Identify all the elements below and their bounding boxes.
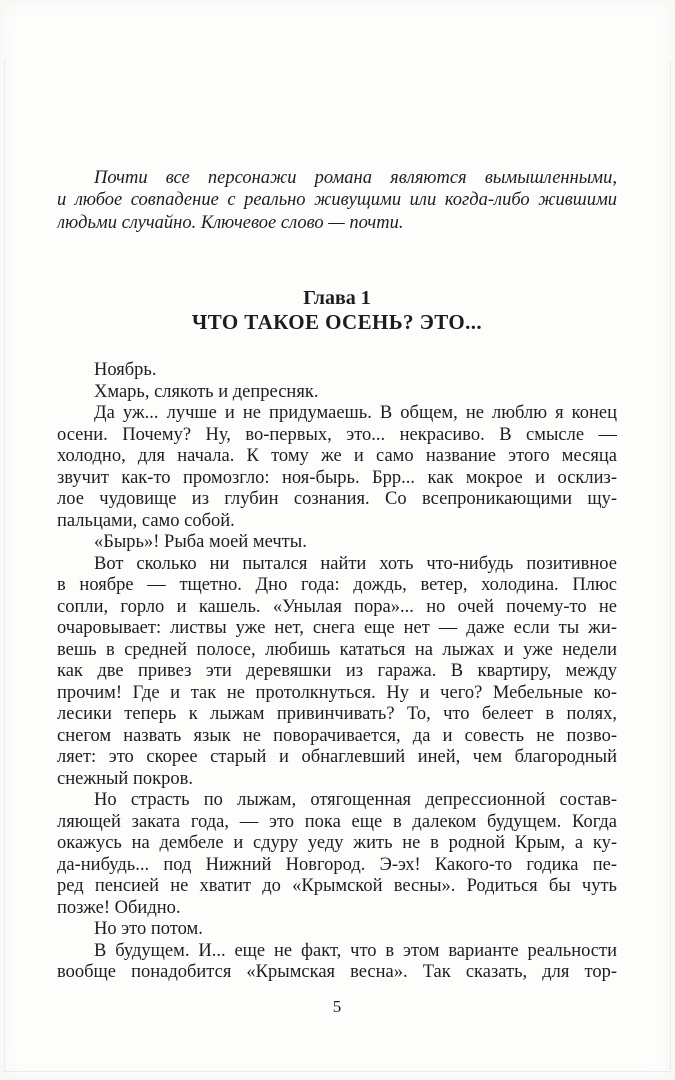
page-content [0,167,675,1017]
text-line: позже! Обидно. [57,897,181,918]
text-line: вообще понадобится «Крымская весна». Так сказать, для тор- [57,962,617,983]
paragraph [57,360,617,382]
text-line: Почти все персонажи романа являются вымышленными, [94,168,617,188]
chapter-title: ЧТО ТАКОЕ ОСЕНЬ? ЭТО... [191,310,483,335]
text-line: окажусь на дембеле и сдуру уеду жить не в родной Крым, а ку- [57,833,617,854]
scan-edge-bottom [4,1071,671,1072]
text-line: сопли, горло и кашель. «Унылая пора»... но очей почему-то не [57,596,617,617]
paragraph [57,532,617,554]
chapter-heading [57,287,617,334]
page-number: 5 [332,996,342,1016]
text-line: звучит как-то промозгло: ноя-бырь. Брр... как мокрое и осклиз- [57,467,617,488]
text-line: ляет: это скорее старый и обнаглевший иней, чем благородный [57,747,617,768]
text-line: Ноябрь. [94,360,157,381]
text-line: Но страсть по лыжам, отягощенная депрессионной состав- [94,790,617,811]
text-line: снежный покров. [57,768,193,789]
paragraph [57,941,617,984]
text-line: осени. Почему? Ну, во-первых, это... некрасиво. В смысле — [57,424,617,445]
text-line: снегом назвать язык не поворачивается, да и совесть не позво- [57,725,617,746]
text-line: лесики теперь к лыжам привинчивать? То, что белеет в полях, [57,704,617,725]
paragraph [57,554,617,791]
scan-edge-right [670,60,671,1070]
scan-edge-left [4,60,5,1070]
body-text [57,360,617,984]
text-line: Но это потом. [94,919,203,940]
text-line: ляющей заката года, — это пока еще в далеком будущем. Когда [57,811,617,832]
text-line: да-нибудь... под Нижний Новгород. Э-эх! Какого-то годика пе- [57,854,617,875]
text-line: Да уж... лучше и не придумаешь. В общем, не люблю я конец [94,403,617,424]
text-line: «Бырь»! Рыба моей мечты. [94,532,307,553]
text-line: лое чудовище из глубин сознания. Со всепроникающими щу- [57,489,617,510]
text-line: и любое совпадение с реально живущими или когда-либо жившими [57,190,617,211]
text-line: людьми случайно. Ключевое слово — почти. [57,212,404,233]
chapter-label: Глава 1 [303,287,371,310]
text-line: холодно, для начала. К тому же и само название этого месяца [57,446,617,467]
text-line: пальцами, само собой. [57,510,235,531]
text-line: очаровывает: листвы уже нет, снега еще нет — даже если ты жи- [57,618,617,639]
paragraph [57,790,617,919]
text-line: Хмарь, слякоть и депресняк. [94,381,319,402]
text-line: вешь в средней полосе, любишь кататься на лыжах и уже недели [57,639,617,660]
text-line: ред пенсией не хватит до «Крымской весны». Родиться бы чуть [57,876,617,897]
text-line: в ноябре — тщетно. Дно года: дождь, ветер, холодина. Плюс [57,575,617,596]
text-line: Вот сколько ни пытался найти хоть что-нибудь позитивное [94,553,617,574]
paragraph [57,382,617,404]
text-line: В будущем. И... еще не факт, что в этом варианте реальности [94,940,617,961]
epigraph [57,167,617,234]
paragraph [57,403,617,532]
paragraph [57,919,617,941]
text-line: прочим! Где и так не протолкнуться. Ну и чего? Мебельные ко- [57,682,617,703]
text-line: как две привез эти деревяшки из гаража. В квартиру, между [57,661,617,682]
